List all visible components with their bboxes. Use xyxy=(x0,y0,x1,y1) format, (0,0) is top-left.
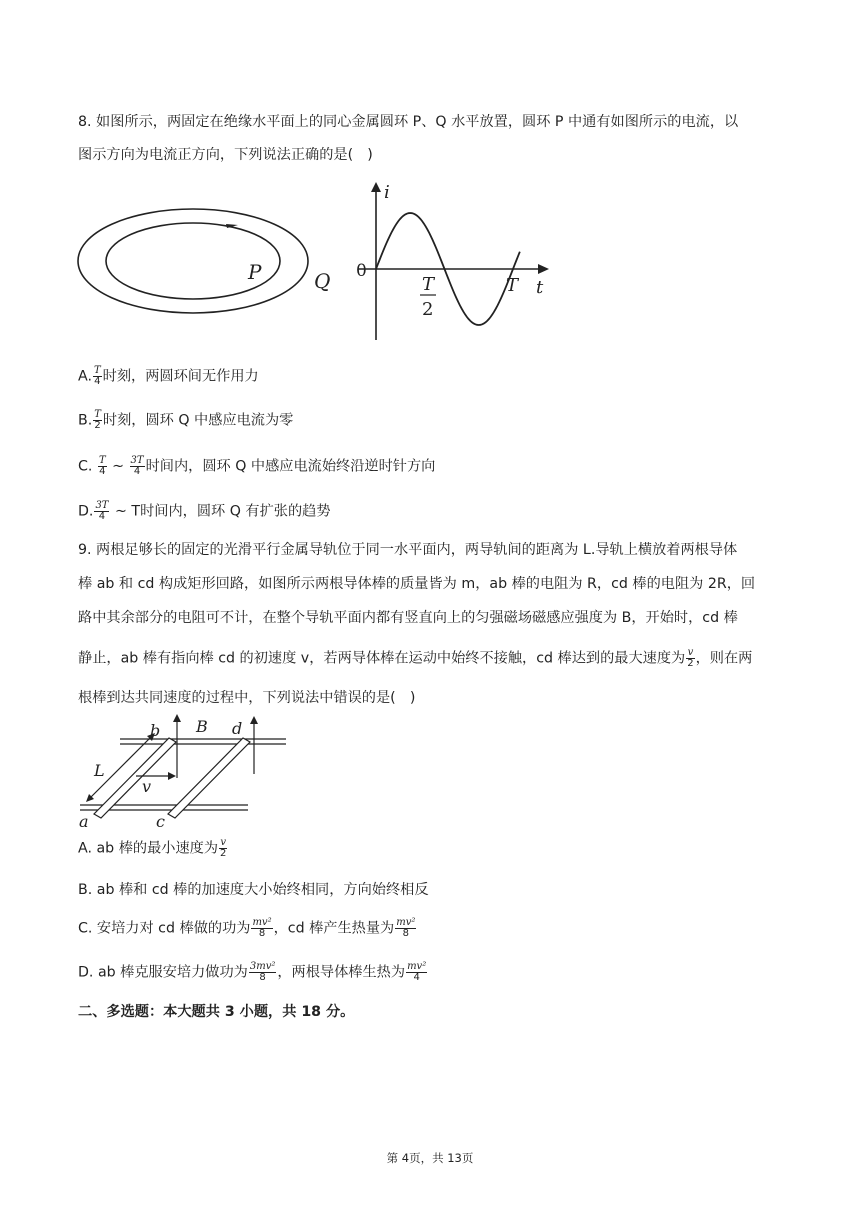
frac-den: 2 xyxy=(94,420,101,431)
option-a-text: ab 棒的最小速度为 xyxy=(96,840,219,857)
option-c-fraction-2 xyxy=(130,456,145,477)
tick-half-T-num: T xyxy=(422,274,435,295)
frac-num: mv² xyxy=(396,917,416,928)
q9-line-4-text-b: ，则在两 xyxy=(695,650,753,667)
axis-label-t: t xyxy=(536,277,544,298)
frac-num: T xyxy=(94,409,101,420)
label-c: c xyxy=(156,812,165,830)
x-axis-arrow-icon xyxy=(538,264,549,274)
q9-option-a[interactable] xyxy=(78,838,228,859)
option-d-fraction-2 xyxy=(406,962,427,983)
q9-option-b[interactable]: B. ab 棒和 cd 棒的加速度大小始终相同，方向始终相反 xyxy=(78,882,429,898)
velocity-arrow-head-icon xyxy=(168,772,176,780)
frac-num: mv² xyxy=(252,917,272,928)
ring-label-P: P xyxy=(248,260,262,284)
frac-num: mv² xyxy=(407,961,427,972)
frac-den: 4 xyxy=(98,511,106,522)
q9-rails-figure xyxy=(76,712,296,830)
option-d-prefix: D. xyxy=(78,503,94,520)
origin-label: 0 xyxy=(356,261,367,281)
rod-cd xyxy=(168,738,250,818)
section-heading: 二、多选题：本大题共 3 小题，共 18 分。 xyxy=(78,1004,355,1020)
frac-num: v xyxy=(687,647,694,658)
option-c-prefix: C. xyxy=(78,458,93,475)
option-c-text-2: ，cd 棒产生热量为 xyxy=(273,920,395,937)
q8-option-c[interactable] xyxy=(78,456,435,477)
frac-num: 3T xyxy=(130,455,144,466)
ring-label-Q: Q xyxy=(314,269,331,293)
option-d-text-2: ，两根导体棒生热为 xyxy=(277,964,406,981)
q8-option-b[interactable] xyxy=(78,410,293,431)
q9-line-1: 9. 两根足够长的固定的光滑平行金属导轨位于同一水平面内，两导轨间的距离为 L.导轨上横放着两根导体 xyxy=(78,542,738,558)
axis-label-i: i xyxy=(384,182,390,203)
q9-line-4 xyxy=(78,648,752,669)
option-c-fraction-1 xyxy=(98,456,107,477)
option-a-fraction xyxy=(219,838,227,859)
option-c-text-1: C. 安培力对 cd 棒做的功为 xyxy=(78,920,251,937)
frac-num: T xyxy=(98,455,106,466)
option-d-tilde: ~ T xyxy=(115,503,141,520)
option-c-text: 时间内，圆环 Q 中感应电流始终沿逆时针方向 xyxy=(145,458,436,475)
frac-den: 4 xyxy=(94,376,101,387)
option-d-fraction xyxy=(94,501,109,522)
option-b-text: 时刻，圆环 Q 中感应电流为零 xyxy=(102,412,294,429)
tick-full-T: T xyxy=(506,275,519,296)
frac-den: 4 xyxy=(413,972,420,983)
frac-num: 3T xyxy=(95,500,109,511)
option-a-fraction xyxy=(93,366,102,387)
field-arrow-head-icon xyxy=(173,714,181,722)
frac-num: v xyxy=(220,837,227,848)
option-a-prefix: A. xyxy=(78,840,92,857)
q8-option-a[interactable] xyxy=(78,366,259,387)
frac-num: 3mv² xyxy=(249,961,276,972)
q8-rings-figure xyxy=(76,206,346,316)
option-d-text-1: D. ab 棒克服安培力做功为 xyxy=(78,964,248,981)
field-arrow-head-icon xyxy=(250,716,258,724)
label-a: a xyxy=(79,812,89,830)
label-b: b xyxy=(150,721,161,740)
frac-den: 2 xyxy=(687,658,694,669)
option-a-prefix: A. xyxy=(78,368,92,385)
label-d: d xyxy=(232,719,243,738)
label-v: v xyxy=(142,777,152,796)
q9-line-4-fraction xyxy=(686,648,694,669)
option-a-text: 时刻，两圆环间无作用力 xyxy=(102,368,259,385)
frac-den: 4 xyxy=(133,466,141,477)
tick-half-T-den: 2 xyxy=(422,299,434,320)
label-L: L xyxy=(94,761,105,780)
option-c-fraction-2 xyxy=(395,918,416,939)
q9-option-c[interactable] xyxy=(78,918,417,939)
option-b-fraction xyxy=(93,410,102,431)
frac-den: 2 xyxy=(220,848,227,859)
frac-den: 4 xyxy=(99,466,106,477)
q9-line-3: 路中其余部分的电阻可不计，在整个导轨平面内都有竖直向上的匀强磁场磁感应强度为 B，开始时，cd 棒 xyxy=(78,610,738,626)
q8-option-d[interactable] xyxy=(78,501,331,522)
frac-den: 8 xyxy=(259,972,266,983)
q8-current-graph xyxy=(348,180,558,345)
page-footer: 第 4页，共 13页 xyxy=(386,1151,474,1165)
q9-line-2: 棒 ab 和 cd 构成矩形回路，如图所示两根导体棒的质量皆为 m，ab 棒的电阻为 R，cd 棒的电阻为 2R，回 xyxy=(78,576,756,592)
frac-num: T xyxy=(93,365,101,376)
frac-den: 8 xyxy=(258,928,266,939)
rod-ab xyxy=(94,738,176,818)
frac-den: 8 xyxy=(402,928,409,939)
q9-line-4-text-a: 静止，ab 棒有指向棒 cd 的初速度 v，若两导体棒在运动中始终不接触，cd 棒达到的最大速度为 xyxy=(78,650,686,667)
q9-option-d[interactable] xyxy=(78,962,428,983)
q9-line-5: 根棒到达共同速度的过程中，下列说法中错误的是( ) xyxy=(78,690,416,706)
q8-line-2: 图示方向为电流正方向，下列说法正确的是( ) xyxy=(78,147,373,163)
option-d-text: 时间内，圆环 Q 有扩张的趋势 xyxy=(140,503,331,520)
option-b-prefix: B. xyxy=(78,412,93,429)
label-B: B xyxy=(196,717,208,736)
option-c-tilde: ~ xyxy=(112,458,125,475)
y-axis-arrow-icon xyxy=(371,182,381,192)
option-d-fraction-1 xyxy=(249,962,277,983)
q8-line-1: 8. 如图所示，两固定在绝缘水平面上的同心金属圆环 P、Q 水平放置，圆环 P 中通有如图所示的电流，以 xyxy=(78,114,739,130)
outer-ring-Q xyxy=(78,209,308,313)
option-c-fraction-1 xyxy=(251,918,272,939)
